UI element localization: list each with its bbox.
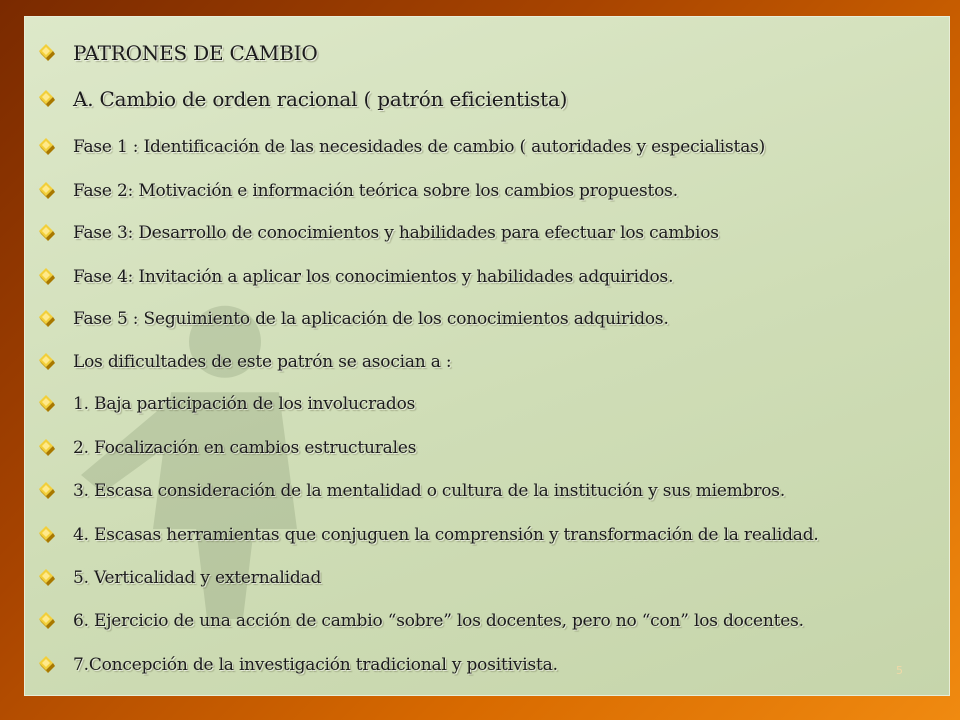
bullet-text: 4. Escasas herramientas que conjuguen la comprensión y transformación de la realidad.	[73, 525, 819, 545]
slide-panel	[24, 16, 950, 696]
page-number: 5	[896, 664, 903, 677]
diamond-bullet-icon	[37, 266, 59, 288]
bullet-text: Fase 5 : Seguimiento de la aplicación de los conocimientos adquiridos.	[73, 309, 669, 329]
bullet-text: Fase 4: Invitación a aplicar los conocimientos y habilidades adquiridos.	[73, 267, 674, 287]
bullet-text: PATRONES DE CAMBIO	[73, 41, 318, 65]
diamond-bullet-icon	[37, 567, 59, 589]
diamond-bullet-icon	[37, 136, 59, 158]
bullet-item	[37, 35, 318, 71]
bullet-item	[37, 173, 678, 209]
bullet-text: 1. Baja participación de los involucrados	[73, 394, 416, 414]
bullet-item	[37, 647, 558, 683]
bullet-item	[37, 386, 415, 422]
diamond-bullet-icon	[37, 610, 59, 632]
bullet-text: Los dificultades de este patrón se asocian a :	[73, 352, 452, 372]
bullet-text: 2. Focalización en cambios estructurales	[73, 438, 417, 458]
diamond-bullet-icon	[37, 180, 59, 202]
bullet-item	[37, 603, 804, 639]
bullet-item	[37, 473, 785, 509]
bullet-text: A. Cambio de orden racional ( patrón eficientista)	[73, 87, 568, 111]
bullet-item	[37, 129, 765, 165]
bullet-item	[37, 560, 321, 596]
bullet-text: Fase 3: Desarrollo de conocimientos y habilidades para efectuar los cambios	[73, 223, 719, 243]
bullet-text: Fase 2: Motivación e información teórica sobre los cambios propuestos.	[73, 181, 678, 201]
diamond-bullet-icon	[37, 88, 59, 110]
diamond-bullet-icon	[37, 437, 59, 459]
bullet-item	[37, 517, 819, 553]
bullet-text: Fase 1 : Identificación de las necesidades de cambio ( autoridades y especialistas)	[73, 137, 766, 157]
bullet-item	[37, 301, 669, 337]
bullet-text: 6. Ejercicio de una acción de cambio “sobre” los docentes, pero no “con” los docentes.	[73, 611, 804, 631]
diamond-bullet-icon	[37, 524, 59, 546]
diamond-bullet-icon	[37, 480, 59, 502]
diamond-bullet-icon	[37, 393, 59, 415]
diamond-bullet-icon	[37, 351, 59, 373]
diamond-bullet-icon	[37, 308, 59, 330]
bullet-item	[37, 344, 451, 380]
bullet-item	[37, 215, 719, 251]
bullet-item	[37, 430, 416, 466]
bullet-text: 7.Concepción de la investigación tradicional y positivista.	[73, 655, 558, 675]
diamond-bullet-icon	[37, 42, 59, 64]
bullet-item	[37, 259, 673, 295]
bullet-item	[37, 81, 567, 117]
diamond-bullet-icon	[37, 654, 59, 676]
bullet-text: 3. Escasa consideración de la mentalidad o cultura de la institución y sus miembros.	[73, 481, 786, 501]
diamond-bullet-icon	[37, 222, 59, 244]
bullet-text: 5. Verticalidad y externalidad	[73, 568, 322, 588]
